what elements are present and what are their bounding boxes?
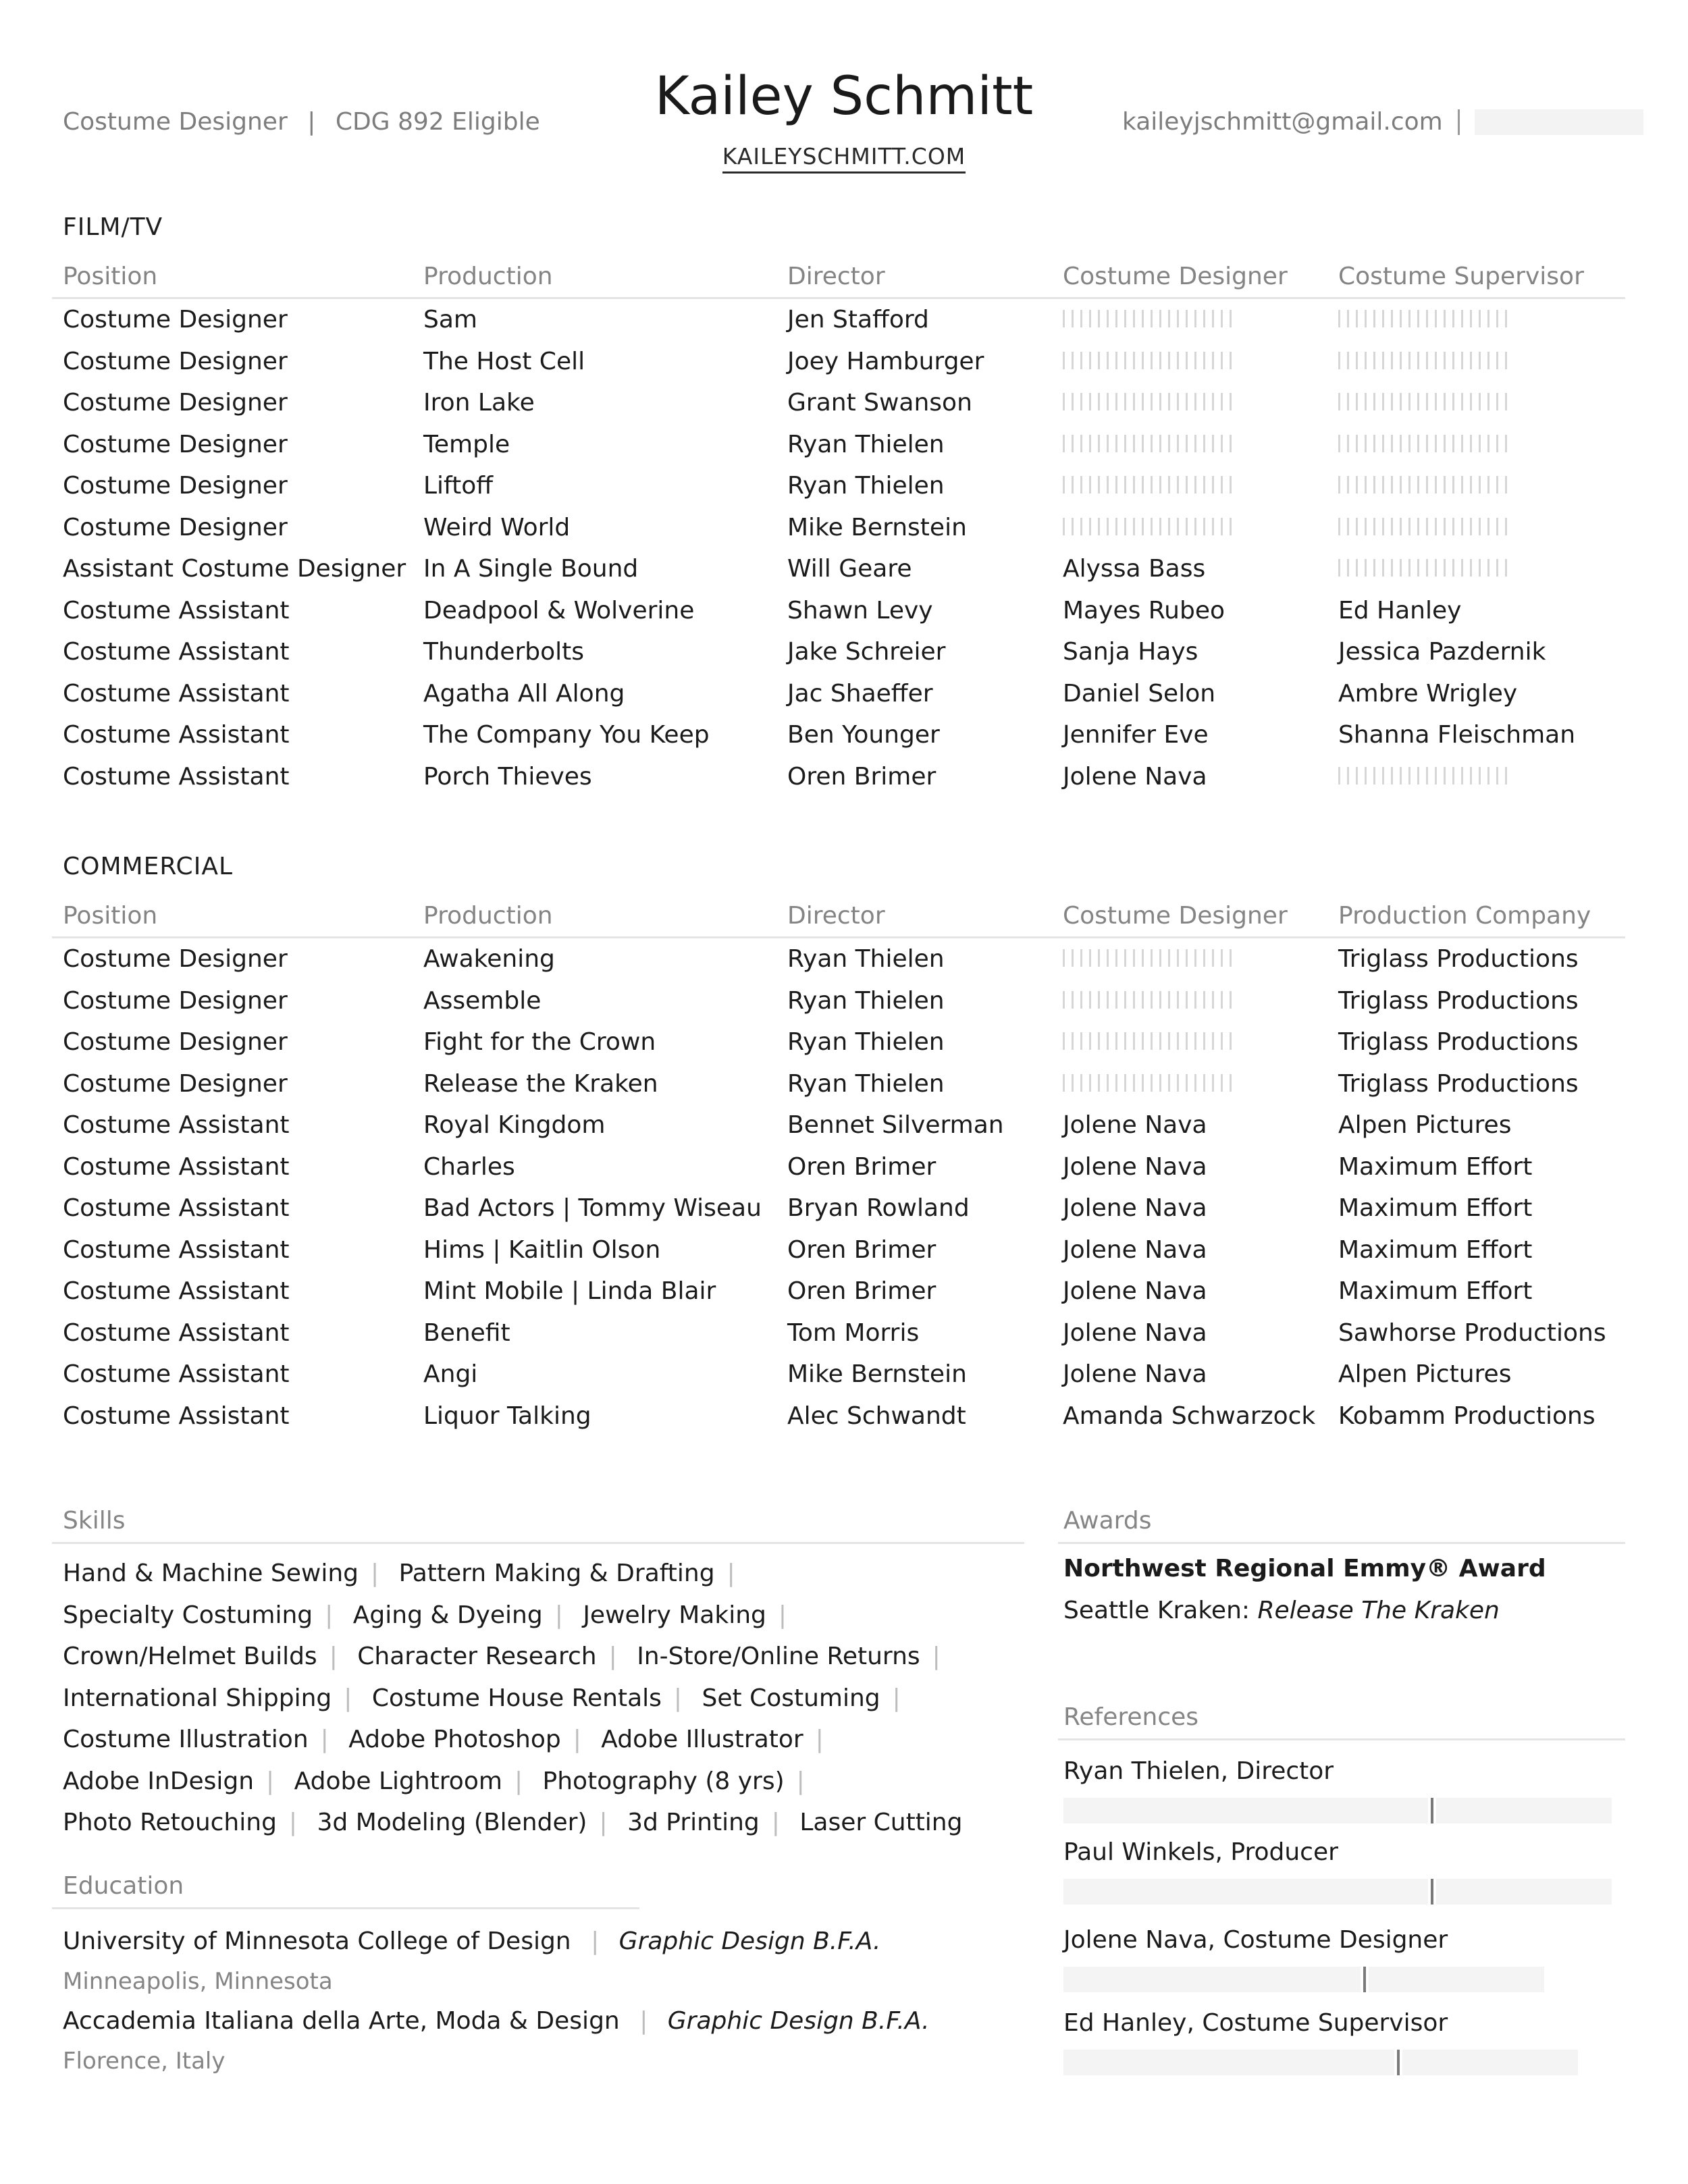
table-cell: Awakening	[423, 945, 555, 974]
table-row	[52, 756, 1625, 798]
column-header: Production	[423, 901, 553, 930]
redacted-cell	[1327, 472, 1608, 500]
table-cell: Hims | Kaitlin Olson	[423, 1235, 661, 1264]
separator-pipe: |	[727, 1560, 735, 1587]
table-row	[52, 1021, 1625, 1063]
table-cell: Costume Assistant	[63, 1194, 290, 1223]
separator-pipe: |	[796, 1767, 805, 1795]
separator-pipe: |	[932, 1643, 941, 1670]
table-cell: Weird World	[423, 513, 571, 541]
table-cell: Costume Designer	[63, 347, 288, 375]
separator-pipe: |	[371, 1560, 379, 1587]
redacted-reference-contact	[1063, 2050, 1578, 2075]
film-tv-section-title: FILM/TV	[63, 213, 163, 241]
skills-list	[63, 1553, 1022, 1844]
table-cell: Thunderbolts	[423, 638, 584, 666]
table-header-row	[52, 895, 1625, 938]
table-cell: Costume Assistant	[63, 679, 290, 708]
reference-name: Jolene Nava, Costume Designer	[1063, 1926, 1448, 1954]
table-cell: Will Geare	[787, 555, 912, 583]
skill-item: Crown/Helmet Builds	[63, 1643, 317, 1670]
redacted-cell	[1052, 389, 1327, 417]
table-cell: Costume Designer	[63, 430, 288, 458]
table-cell: Mayes Rubeo	[1063, 596, 1225, 624]
separator-pipe: |	[815, 1726, 824, 1753]
table-cell: Kobamm Productions	[1338, 1402, 1595, 1430]
table-cell: Jolene Nava	[1063, 1360, 1207, 1389]
table-cell: Costume Designer	[63, 1069, 288, 1098]
skill-item: Costume House Rentals	[371, 1684, 662, 1712]
skill-item: 3d Modeling (Blender)	[317, 1809, 587, 1836]
references-divider	[1058, 1738, 1625, 1740]
education-entry	[63, 1927, 880, 1955]
redacted-cell	[1327, 389, 1608, 417]
table-row	[52, 714, 1625, 756]
table-cell: Triglass Productions	[1338, 945, 1579, 974]
column-header: Costume Designer	[1063, 262, 1288, 290]
table-row	[52, 1063, 1625, 1105]
header-email[interactable]: kaileyjschmitt@gmail.com	[1122, 108, 1443, 136]
redacted-reference-contact	[1063, 1798, 1612, 1823]
separator-pipe: |	[573, 1726, 581, 1753]
separator-pipe: |	[307, 108, 316, 136]
separator-pipe: |	[892, 1684, 901, 1712]
award-client: Seattle Kraken:	[1063, 1597, 1250, 1624]
table-cell: Triglass Productions	[1338, 1028, 1579, 1057]
redacted-cell	[1327, 763, 1608, 791]
table-row	[52, 1271, 1625, 1312]
table-cell: Assemble	[423, 986, 542, 1015]
table-cell: Agatha All Along	[423, 679, 625, 708]
redacted-cell	[1052, 348, 1327, 375]
redacted-name-bars	[1338, 559, 1514, 577]
skill-item: International Shipping	[63, 1684, 332, 1712]
column-header: Director	[787, 262, 885, 290]
table-cell: Release the Kraken	[423, 1069, 658, 1098]
table-cell: Costume Designer	[63, 1028, 288, 1057]
table-cell: Triglass Productions	[1338, 986, 1579, 1015]
table-cell: Bad Actors | Tommy Wiseau	[423, 1194, 762, 1223]
table-cell: Maximum Effort	[1338, 1194, 1533, 1223]
table-cell: Ryan Thielen	[787, 945, 945, 974]
table-cell: Oren Brimer	[787, 1152, 937, 1181]
table-row	[52, 1146, 1625, 1188]
column-header: Production	[423, 262, 553, 290]
table-cell: Jolene Nava	[1063, 1277, 1207, 1306]
table-cell: Tom Morris	[787, 1319, 920, 1347]
reference-name: Paul Winkels, Producer	[1063, 1838, 1338, 1866]
header-contact	[1122, 108, 1643, 136]
column-header: Costume Supervisor	[1338, 262, 1584, 290]
skill-item: Jewelry Making	[583, 1601, 766, 1629]
table-row	[52, 1395, 1625, 1437]
table-row	[52, 590, 1625, 632]
separator-pipe: |	[288, 1809, 298, 1836]
skill-item: Set Costuming	[702, 1684, 880, 1712]
redacted-cell	[1052, 306, 1327, 334]
table-cell: Costume Assistant	[63, 1277, 290, 1306]
redacted-cell	[1327, 306, 1608, 334]
separator-pipe: |	[771, 1809, 780, 1836]
table-cell: The Host Cell	[423, 347, 585, 375]
table-cell: Shanna Fleischman	[1338, 721, 1576, 749]
table-cell: Costume Assistant	[63, 1402, 290, 1430]
table-row	[52, 673, 1625, 715]
table-cell: Benefit	[423, 1319, 510, 1347]
table-cell: Maximum Effort	[1338, 1152, 1533, 1181]
separator-pipe: |	[778, 1601, 787, 1629]
skill-item: Costume Illustration	[63, 1726, 309, 1753]
table-cell: Sawhorse Productions	[1338, 1319, 1606, 1347]
redacted-name-bars	[1063, 1074, 1238, 1092]
table-cell: Charles	[423, 1152, 515, 1181]
skill-item: 3d Printing	[627, 1809, 760, 1836]
skill-item: Photography (8 yrs)	[542, 1767, 785, 1795]
table-cell: Liquor Talking	[423, 1402, 591, 1430]
education-school: Accademia Italiana della Arte, Moda & Design	[63, 2007, 620, 2035]
table-cell: Costume Assistant	[63, 1235, 290, 1264]
award-work: Release The Kraken	[1257, 1597, 1500, 1624]
redacted-name-bars	[1063, 991, 1238, 1009]
reference-name: Ryan Thielen, Director	[1063, 1757, 1334, 1785]
table-cell: Jolene Nava	[1063, 1319, 1207, 1347]
table-row	[52, 465, 1625, 507]
separator-pipe: |	[329, 1643, 338, 1670]
table-cell: Costume Designer	[63, 306, 288, 334]
table-cell: Costume Designer	[63, 513, 288, 541]
skill-item: Specialty Costuming	[63, 1601, 313, 1629]
skill-item: Photo Retouching	[63, 1809, 277, 1836]
skill-item: In-Store/Online Returns	[637, 1643, 920, 1670]
film-tv-table	[52, 255, 1625, 797]
table-cell: Sam	[423, 306, 477, 334]
table-cell: Jolene Nava	[1063, 1152, 1207, 1181]
table-header-row	[52, 255, 1625, 299]
table-row	[52, 299, 1625, 341]
table-row	[52, 1104, 1625, 1146]
skills-divider	[52, 1542, 1024, 1544]
table-cell: Jolene Nava	[1063, 1235, 1207, 1264]
table-cell: Costume Designer	[63, 389, 288, 417]
separator-pipe: |	[554, 1601, 563, 1629]
table-cell: Royal Kingdom	[423, 1111, 606, 1140]
redacted-name-bars	[1063, 518, 1238, 535]
table-cell: Alec Schwandt	[787, 1402, 966, 1430]
redacted-name-bars	[1063, 1032, 1238, 1050]
redacted-cell	[1327, 555, 1608, 583]
table-cell: Costume Designer	[63, 472, 288, 500]
table-cell: Mint Mobile | Linda Blair	[423, 1277, 716, 1306]
table-row	[52, 1312, 1625, 1354]
redacted-phone	[1475, 109, 1643, 135]
redacted-cell	[1052, 1070, 1327, 1098]
table-cell: Amanda Schwarzock	[1063, 1402, 1316, 1430]
table-cell: In A Single Bound	[423, 555, 639, 583]
table-cell: Iron Lake	[423, 389, 535, 417]
award-description	[1063, 1597, 1500, 1624]
table-row	[52, 507, 1625, 549]
table-cell: Maximum Effort	[1338, 1235, 1533, 1264]
reference-name: Ed Hanley, Costume Supervisor	[1063, 2009, 1448, 2037]
redacted-cell	[1052, 514, 1327, 541]
table-row	[52, 341, 1625, 383]
skill-item: Adobe InDesign	[63, 1767, 255, 1795]
table-cell: Costume Assistant	[63, 762, 290, 791]
table-cell: Costume Assistant	[63, 1111, 290, 1140]
separator-pipe: |	[266, 1767, 275, 1795]
redacted-name-bars	[1338, 352, 1514, 369]
column-header: Costume Designer	[1063, 901, 1288, 930]
skill-item: Hand & Machine Sewing	[63, 1560, 359, 1587]
table-cell: Jolene Nava	[1063, 762, 1207, 791]
table-cell: Maximum Effort	[1338, 1277, 1533, 1306]
table-cell: Shawn Levy	[787, 596, 933, 624]
separator-pipe: |	[599, 1809, 608, 1836]
table-cell: Fight for the Crown	[423, 1028, 656, 1057]
education-divider	[52, 1907, 639, 1909]
redacted-cell	[1052, 472, 1327, 500]
awards-divider	[1058, 1542, 1625, 1544]
column-header: Production Company	[1338, 901, 1591, 930]
redacted-name-bars	[1063, 310, 1238, 327]
table-cell: Jennifer Eve	[1063, 721, 1209, 749]
redacted-cell	[1327, 348, 1608, 375]
table-cell: Liftoff	[423, 472, 494, 500]
references-title: References	[1063, 1703, 1199, 1731]
table-row	[52, 980, 1625, 1022]
table-cell: Alpen Pictures	[1338, 1111, 1512, 1140]
separator-pipe: |	[344, 1684, 352, 1712]
table-row	[52, 1354, 1625, 1395]
separator-pipe: |	[608, 1643, 617, 1670]
table-cell: Jolene Nava	[1063, 1111, 1207, 1140]
table-cell: Ben Younger	[787, 721, 940, 749]
skill-item: Aging & Dyeing	[352, 1601, 543, 1629]
redacted-cell	[1052, 431, 1327, 458]
table-cell: Oren Brimer	[787, 1277, 937, 1306]
redacted-name-bars	[1338, 310, 1514, 327]
redacted-name-bars	[1338, 393, 1514, 410]
table-row	[52, 631, 1625, 673]
table-cell: Jen Stafford	[787, 306, 929, 334]
awards-title: Awards	[1063, 1507, 1152, 1535]
table-cell: Ed Hanley	[1338, 596, 1462, 624]
table-cell: Oren Brimer	[787, 762, 937, 791]
header-name: Kailey Schmitt	[654, 66, 1034, 127]
table-cell: Jac Shaeffer	[787, 679, 933, 708]
table-cell: Triglass Productions	[1338, 1069, 1579, 1098]
table-row	[52, 382, 1625, 424]
redacted-reference-contact	[1063, 1967, 1544, 1992]
redacted-cell	[1327, 431, 1608, 458]
education-location: Florence, Italy	[63, 2048, 226, 2075]
table-cell: Deadpool & Wolverine	[423, 596, 695, 624]
redacted-name-bars	[1338, 518, 1514, 535]
column-header: Position	[63, 262, 158, 290]
table-cell: Costume Assistant	[63, 596, 290, 624]
education-entry	[63, 2007, 930, 2035]
education-location: Minneapolis, Minnesota	[63, 1968, 333, 1995]
table-cell: Alyssa Bass	[1063, 555, 1206, 583]
table-cell: Alpen Pictures	[1338, 1360, 1512, 1389]
table-cell: Assistant Costume Designer	[63, 555, 406, 583]
table-row	[52, 424, 1625, 466]
separator-pipe: |	[514, 1767, 523, 1795]
education-title: Education	[63, 1872, 184, 1900]
table-row	[52, 938, 1625, 980]
redacted-name-bars	[1338, 767, 1514, 784]
commercial-section-title: COMMERCIAL	[63, 853, 233, 880]
redacted-name-bars	[1063, 393, 1238, 410]
table-cell: Costume Assistant	[63, 1152, 290, 1181]
column-header: Director	[787, 901, 885, 930]
table-row	[52, 548, 1625, 590]
header-tagline: Costume Designer	[63, 108, 288, 136]
redacted-reference-contact	[1063, 1879, 1612, 1905]
table-cell: Costume Assistant	[63, 721, 290, 749]
table-row	[52, 1188, 1625, 1229]
table-cell: Ryan Thielen	[787, 1028, 945, 1057]
separator-pipe: |	[325, 1601, 334, 1629]
table-cell: Costume Designer	[63, 986, 288, 1015]
redacted-name-bars	[1063, 435, 1238, 452]
table-cell: Jessica Pazdernik	[1338, 638, 1546, 666]
table-cell: The Company You Keep	[423, 721, 710, 749]
table-cell: Ryan Thielen	[787, 1069, 945, 1098]
education-degree: Graphic Design B.F.A.	[667, 2007, 930, 2035]
commercial-table	[52, 895, 1625, 1437]
redacted-name-bars	[1338, 476, 1514, 494]
separator-pipe	[1458, 109, 1460, 135]
award-name: Northwest Regional Emmy® Award	[1063, 1555, 1546, 1582]
redacted-name-bars	[1063, 949, 1238, 967]
table-cell: Mike Bernstein	[787, 513, 967, 541]
table-cell: Oren Brimer	[787, 1235, 937, 1264]
separator-pipe: |	[639, 2007, 648, 2035]
table-cell: Ryan Thielen	[787, 430, 945, 458]
header-website-wrap	[0, 143, 1688, 169]
redacted-cell	[1052, 1028, 1327, 1056]
redacted-cell	[1327, 514, 1608, 541]
separator-pipe: |	[320, 1726, 329, 1753]
table-cell: Grant Swanson	[787, 389, 972, 417]
table-cell: Costume Designer	[63, 945, 288, 974]
table-cell: Jake Schreier	[787, 638, 946, 666]
table-cell: Ryan Thielen	[787, 472, 945, 500]
table-cell: Ambre Wrigley	[1338, 679, 1518, 708]
skill-item: Pattern Making & Drafting	[398, 1560, 715, 1587]
table-cell: Bryan Rowland	[787, 1194, 970, 1223]
skill-item: Adobe Illustrator	[601, 1726, 803, 1753]
redacted-name-bars	[1338, 435, 1514, 452]
redacted-name-bars	[1063, 476, 1238, 494]
table-row	[52, 1229, 1625, 1271]
skill-item: Character Research	[357, 1643, 597, 1670]
column-header: Position	[63, 901, 158, 930]
redacted-cell	[1052, 987, 1327, 1015]
table-cell: Joey Hamburger	[787, 347, 984, 375]
redacted-name-bars	[1063, 352, 1238, 369]
table-cell: Mike Bernstein	[787, 1360, 967, 1389]
table-cell: Angi	[423, 1360, 478, 1389]
table-cell: Jolene Nava	[1063, 1194, 1207, 1223]
table-cell: Porch Thieves	[423, 762, 592, 791]
table-cell: Sanja Hays	[1063, 638, 1198, 666]
skill-item: Adobe Lightroom	[294, 1767, 502, 1795]
header-union: CDG 892 Eligible	[335, 108, 540, 136]
table-cell: Daniel Selon	[1063, 679, 1216, 708]
table-cell: Temple	[423, 430, 510, 458]
table-cell: Costume Assistant	[63, 1319, 290, 1347]
separator-pipe: |	[591, 1927, 600, 1955]
header-website-link[interactable]: KAILEYSCHMITT.COM	[722, 143, 966, 174]
table-cell: Bennet Silverman	[787, 1111, 1004, 1140]
education-school: University of Minnesota College of Design	[63, 1927, 571, 1955]
table-cell: Costume Assistant	[63, 638, 290, 666]
redacted-cell	[1052, 945, 1327, 973]
table-cell: Ryan Thielen	[787, 986, 945, 1015]
skill-item: Adobe Photoshop	[348, 1726, 561, 1753]
separator-pipe: |	[673, 1684, 683, 1712]
education-degree: Graphic Design B.F.A.	[618, 1927, 881, 1955]
skills-title: Skills	[63, 1507, 126, 1535]
table-cell: Costume Assistant	[63, 1360, 290, 1389]
skill-item: Laser Cutting	[799, 1809, 963, 1836]
